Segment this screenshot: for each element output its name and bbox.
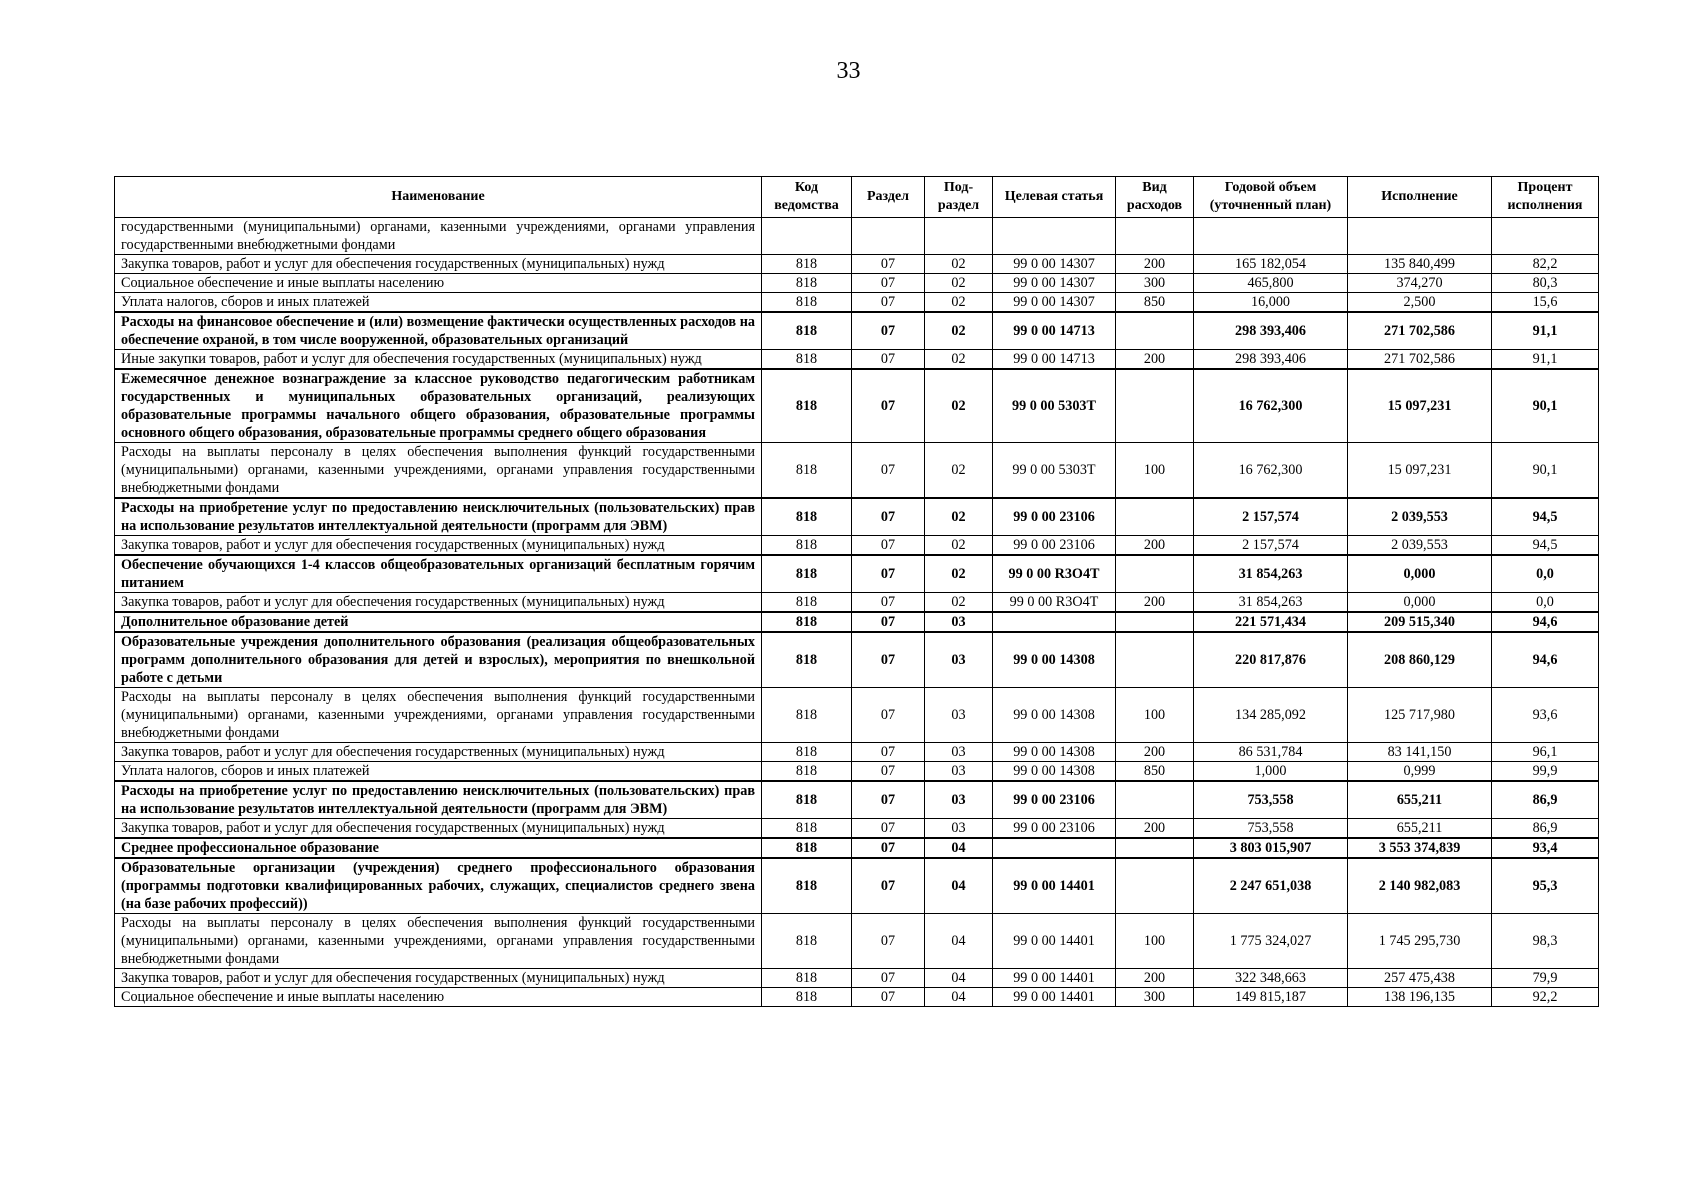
cell-section: 07 xyxy=(852,988,925,1007)
cell-code: 818 xyxy=(762,914,852,969)
cell-execution: 2 140 982,083 xyxy=(1348,858,1492,914)
header-plan: Годовой объем (уточненный план) xyxy=(1194,177,1348,218)
cell-section: 07 xyxy=(852,312,925,350)
cell-name: Образовательные учреждения дополнительного образования (реализация общеобразовательных программ дополнительного образования для детей и взрослых), мероприятия по внешкольной работе с детьми xyxy=(115,632,762,688)
cell-type xyxy=(1116,858,1194,914)
cell-subsection: 02 xyxy=(925,555,993,593)
cell-subsection: 03 xyxy=(925,632,993,688)
table-row xyxy=(115,688,1599,743)
cell-percent: 91,1 xyxy=(1492,350,1599,370)
cell-plan: 465,800 xyxy=(1194,274,1348,293)
cell-percent: 95,3 xyxy=(1492,858,1599,914)
page-number: 33 xyxy=(836,58,861,84)
cell-section: 07 xyxy=(852,443,925,499)
cell-type xyxy=(1116,555,1194,593)
cell-target: 99 0 00 R3О4Т xyxy=(993,593,1116,613)
table-row xyxy=(115,632,1599,688)
header-percent: Процент исполнения xyxy=(1492,177,1599,218)
table-row xyxy=(115,312,1599,350)
cell-execution: 1 745 295,730 xyxy=(1348,914,1492,969)
cell-percent xyxy=(1492,218,1599,255)
cell-code: 818 xyxy=(762,293,852,313)
cell-plan: 753,558 xyxy=(1194,781,1348,819)
cell-percent: 0,0 xyxy=(1492,593,1599,613)
cell-name: Закупка товаров, работ и услуг для обеспечения государственных (муниципальных) нужд xyxy=(115,969,762,988)
cell-execution xyxy=(1348,218,1492,255)
cell-execution: 2,500 xyxy=(1348,293,1492,313)
table-row xyxy=(115,914,1599,969)
table-row xyxy=(115,350,1599,370)
cell-name: Закупка товаров, работ и услуг для обеспечения государственных (муниципальных) нужд xyxy=(115,536,762,556)
cell-plan: 298 393,406 xyxy=(1194,350,1348,370)
cell-section: 07 xyxy=(852,255,925,274)
table-row xyxy=(115,969,1599,988)
table-row xyxy=(115,498,1599,536)
cell-section: 07 xyxy=(852,969,925,988)
header-name: Наименование xyxy=(115,177,762,218)
cell-plan: 165 182,054 xyxy=(1194,255,1348,274)
cell-execution: 271 702,586 xyxy=(1348,350,1492,370)
cell-percent: 86,9 xyxy=(1492,781,1599,819)
cell-percent: 94,6 xyxy=(1492,632,1599,688)
cell-percent: 0,0 xyxy=(1492,555,1599,593)
table-body xyxy=(115,218,1599,1007)
cell-plan: 86 531,784 xyxy=(1194,743,1348,762)
cell-section xyxy=(852,218,925,255)
cell-type: 200 xyxy=(1116,593,1194,613)
cell-subsection: 02 xyxy=(925,498,993,536)
cell-plan: 31 854,263 xyxy=(1194,593,1348,613)
cell-type: 200 xyxy=(1116,819,1194,839)
cell-subsection: 04 xyxy=(925,969,993,988)
cell-subsection: 04 xyxy=(925,858,993,914)
cell-type: 850 xyxy=(1116,293,1194,313)
cell-code: 818 xyxy=(762,312,852,350)
cell-plan: 3 803 015,907 xyxy=(1194,838,1348,858)
table-row xyxy=(115,593,1599,613)
cell-plan: 221 571,434 xyxy=(1194,612,1348,632)
cell-plan: 2 157,574 xyxy=(1194,498,1348,536)
cell-target: 99 0 00 23106 xyxy=(993,819,1116,839)
budget-execution-table xyxy=(114,176,1599,1007)
cell-subsection: 04 xyxy=(925,914,993,969)
cell-subsection: 03 xyxy=(925,781,993,819)
cell-type: 100 xyxy=(1116,914,1194,969)
cell-percent: 82,2 xyxy=(1492,255,1599,274)
cell-subsection: 02 xyxy=(925,255,993,274)
cell-percent: 79,9 xyxy=(1492,969,1599,988)
cell-section: 07 xyxy=(852,688,925,743)
cell-percent: 94,6 xyxy=(1492,612,1599,632)
cell-target: 99 0 00 5303Т xyxy=(993,369,1116,443)
cell-code: 818 xyxy=(762,688,852,743)
cell-type xyxy=(1116,218,1194,255)
cell-target: 99 0 00 14401 xyxy=(993,969,1116,988)
cell-percent: 99,9 xyxy=(1492,762,1599,782)
cell-name: Расходы на выплаты персоналу в целях обеспечения выполнения функций государственными (муниципальными) органами, казенными учреждениями, органами управления государственными внебюджетными фондами xyxy=(115,688,762,743)
cell-name: Расходы на выплаты персоналу в целях обеспечения выполнения функций государственными (муниципальными) органами, казенными учреждениями, органами управления государственными внебюджетными фондами xyxy=(115,914,762,969)
table-row xyxy=(115,858,1599,914)
cell-code: 818 xyxy=(762,555,852,593)
cell-section: 07 xyxy=(852,555,925,593)
cell-execution: 135 840,499 xyxy=(1348,255,1492,274)
cell-type: 100 xyxy=(1116,688,1194,743)
cell-section: 07 xyxy=(852,819,925,839)
cell-percent: 90,1 xyxy=(1492,443,1599,499)
cell-target: 99 0 00 14307 xyxy=(993,293,1116,313)
cell-execution: 138 196,135 xyxy=(1348,988,1492,1007)
cell-subsection: 02 xyxy=(925,274,993,293)
cell-execution: 83 141,150 xyxy=(1348,743,1492,762)
cell-plan: 322 348,663 xyxy=(1194,969,1348,988)
cell-percent: 98,3 xyxy=(1492,914,1599,969)
cell-code: 818 xyxy=(762,443,852,499)
cell-subsection: 03 xyxy=(925,819,993,839)
cell-plan: 134 285,092 xyxy=(1194,688,1348,743)
table-row xyxy=(115,443,1599,499)
cell-execution: 15 097,231 xyxy=(1348,369,1492,443)
cell-name: государственными (муниципальными) органами, казенными учреждениями, органами управления государственными внебюджетными фондами xyxy=(115,218,762,255)
cell-subsection: 02 xyxy=(925,312,993,350)
cell-subsection: 03 xyxy=(925,612,993,632)
cell-type: 200 xyxy=(1116,255,1194,274)
table-row xyxy=(115,293,1599,313)
cell-plan: 16 762,300 xyxy=(1194,369,1348,443)
cell-code: 818 xyxy=(762,274,852,293)
cell-section: 07 xyxy=(852,369,925,443)
cell-section: 07 xyxy=(852,781,925,819)
cell-type xyxy=(1116,612,1194,632)
cell-code xyxy=(762,218,852,255)
cell-target: 99 0 00 5303Т xyxy=(993,443,1116,499)
cell-code: 818 xyxy=(762,743,852,762)
cell-type xyxy=(1116,312,1194,350)
cell-target: 99 0 00 14307 xyxy=(993,274,1116,293)
header-section: Раздел xyxy=(852,177,925,218)
table-header xyxy=(115,177,1599,218)
cell-section: 07 xyxy=(852,858,925,914)
cell-code: 818 xyxy=(762,369,852,443)
cell-code: 818 xyxy=(762,858,852,914)
cell-name: Уплата налогов, сборов и иных платежей xyxy=(115,293,762,313)
cell-type xyxy=(1116,369,1194,443)
cell-name: Уплата налогов, сборов и иных платежей xyxy=(115,762,762,782)
cell-name: Закупка товаров, работ и услуг для обеспечения государственных (муниципальных) нужд xyxy=(115,819,762,839)
cell-plan xyxy=(1194,218,1348,255)
table-row xyxy=(115,255,1599,274)
cell-type: 200 xyxy=(1116,969,1194,988)
cell-subsection: 02 xyxy=(925,593,993,613)
cell-execution: 374,270 xyxy=(1348,274,1492,293)
cell-name: Расходы на выплаты персоналу в целях обеспечения выполнения функций государственными (муниципальными) органами, казенными учреждениями, органами управления государственными внебюджетными фондами xyxy=(115,443,762,499)
cell-target: 99 0 00 14308 xyxy=(993,762,1116,782)
cell-target: 99 0 00 R3О4Т xyxy=(993,555,1116,593)
cell-execution: 655,211 xyxy=(1348,819,1492,839)
header-code: Код ведомства xyxy=(762,177,852,218)
cell-section: 07 xyxy=(852,838,925,858)
cell-execution: 209 515,340 xyxy=(1348,612,1492,632)
cell-percent: 94,5 xyxy=(1492,498,1599,536)
cell-execution: 2 039,553 xyxy=(1348,498,1492,536)
cell-target xyxy=(993,838,1116,858)
cell-execution: 208 860,129 xyxy=(1348,632,1492,688)
cell-execution: 3 553 374,839 xyxy=(1348,838,1492,858)
cell-subsection: 02 xyxy=(925,350,993,370)
cell-section: 07 xyxy=(852,350,925,370)
table-row xyxy=(115,536,1599,556)
cell-execution: 257 475,438 xyxy=(1348,969,1492,988)
cell-name: Закупка товаров, работ и услуг для обеспечения государственных (муниципальных) нужд xyxy=(115,743,762,762)
cell-type: 200 xyxy=(1116,350,1194,370)
table-row xyxy=(115,819,1599,839)
cell-plan: 16 762,300 xyxy=(1194,443,1348,499)
cell-code: 818 xyxy=(762,781,852,819)
cell-percent: 92,2 xyxy=(1492,988,1599,1007)
cell-plan: 16,000 xyxy=(1194,293,1348,313)
cell-target xyxy=(993,218,1116,255)
cell-name: Ежемесячное денежное вознаграждение за классное руководство педагогическим работникам государственных и муниципальных образовательных организаций, реализующих образовательные программы начального общего образования, образовательные программы основного общего образования, образовательные программы среднего общего образования xyxy=(115,369,762,443)
table-row xyxy=(115,988,1599,1007)
cell-target: 99 0 00 23106 xyxy=(993,498,1116,536)
cell-subsection: 02 xyxy=(925,536,993,556)
cell-subsection: 03 xyxy=(925,688,993,743)
cell-target: 99 0 00 14308 xyxy=(993,688,1116,743)
cell-code: 818 xyxy=(762,593,852,613)
cell-subsection: 04 xyxy=(925,838,993,858)
cell-code: 818 xyxy=(762,255,852,274)
cell-plan: 1 775 324,027 xyxy=(1194,914,1348,969)
cell-code: 818 xyxy=(762,819,852,839)
cell-subsection: 02 xyxy=(925,293,993,313)
cell-target: 99 0 00 14308 xyxy=(993,743,1116,762)
cell-section: 07 xyxy=(852,743,925,762)
table-row xyxy=(115,218,1599,255)
cell-section: 07 xyxy=(852,274,925,293)
cell-name: Обеспечение обучающихся 1-4 классов общеобразовательных организаций бесплатным горячим питанием xyxy=(115,555,762,593)
cell-code: 818 xyxy=(762,969,852,988)
cell-percent: 90,1 xyxy=(1492,369,1599,443)
header-target: Целевая статья xyxy=(993,177,1116,218)
cell-section: 07 xyxy=(852,612,925,632)
cell-target: 99 0 00 14713 xyxy=(993,312,1116,350)
cell-code: 818 xyxy=(762,632,852,688)
cell-subsection: 03 xyxy=(925,743,993,762)
cell-type: 100 xyxy=(1116,443,1194,499)
cell-percent: 93,6 xyxy=(1492,688,1599,743)
cell-target: 99 0 00 14401 xyxy=(993,914,1116,969)
cell-percent: 94,5 xyxy=(1492,536,1599,556)
cell-target: 99 0 00 14308 xyxy=(993,632,1116,688)
cell-code: 818 xyxy=(762,762,852,782)
cell-percent: 96,1 xyxy=(1492,743,1599,762)
cell-type: 200 xyxy=(1116,743,1194,762)
table-row xyxy=(115,743,1599,762)
cell-execution: 2 039,553 xyxy=(1348,536,1492,556)
header-subsection: Под-раздел xyxy=(925,177,993,218)
cell-execution: 271 702,586 xyxy=(1348,312,1492,350)
cell-name: Закупка товаров, работ и услуг для обеспечения государственных (муниципальных) нужд xyxy=(115,255,762,274)
cell-target: 99 0 00 14401 xyxy=(993,988,1116,1007)
cell-execution: 15 097,231 xyxy=(1348,443,1492,499)
cell-name: Социальное обеспечение и иные выплаты населению xyxy=(115,274,762,293)
cell-name: Дополнительное образование детей xyxy=(115,612,762,632)
cell-section: 07 xyxy=(852,593,925,613)
cell-type xyxy=(1116,838,1194,858)
cell-execution: 655,211 xyxy=(1348,781,1492,819)
cell-target: 99 0 00 14401 xyxy=(993,858,1116,914)
cell-execution: 0,000 xyxy=(1348,593,1492,613)
table-row xyxy=(115,274,1599,293)
cell-type: 300 xyxy=(1116,988,1194,1007)
cell-plan: 1,000 xyxy=(1194,762,1348,782)
cell-code: 818 xyxy=(762,988,852,1007)
cell-percent: 86,9 xyxy=(1492,819,1599,839)
cell-section: 07 xyxy=(852,498,925,536)
cell-subsection: 04 xyxy=(925,988,993,1007)
cell-plan: 220 817,876 xyxy=(1194,632,1348,688)
cell-subsection: 03 xyxy=(925,762,993,782)
table-row xyxy=(115,555,1599,593)
cell-section: 07 xyxy=(852,536,925,556)
cell-section: 07 xyxy=(852,762,925,782)
cell-section: 07 xyxy=(852,632,925,688)
cell-section: 07 xyxy=(852,293,925,313)
table-row xyxy=(115,838,1599,858)
cell-code: 818 xyxy=(762,838,852,858)
cell-percent: 80,3 xyxy=(1492,274,1599,293)
cell-percent: 15,6 xyxy=(1492,293,1599,313)
cell-type: 300 xyxy=(1116,274,1194,293)
cell-section: 07 xyxy=(852,914,925,969)
cell-execution: 125 717,980 xyxy=(1348,688,1492,743)
cell-execution: 0,999 xyxy=(1348,762,1492,782)
cell-target: 99 0 00 14307 xyxy=(993,255,1116,274)
cell-name: Социальное обеспечение и иные выплаты населению xyxy=(115,988,762,1007)
cell-plan: 2 247 651,038 xyxy=(1194,858,1348,914)
cell-plan: 31 854,263 xyxy=(1194,555,1348,593)
header-type: Вид расходов xyxy=(1116,177,1194,218)
cell-subsection: 02 xyxy=(925,369,993,443)
cell-code: 818 xyxy=(762,498,852,536)
cell-code: 818 xyxy=(762,350,852,370)
cell-target xyxy=(993,612,1116,632)
cell-type xyxy=(1116,781,1194,819)
table-row xyxy=(115,612,1599,632)
cell-target: 99 0 00 23106 xyxy=(993,536,1116,556)
cell-name: Расходы на приобретение услуг по предоставлению неисключительных (пользовательских) прав на использование результатов интеллектуальной деятельности (программ для ЭВМ) xyxy=(115,781,762,819)
cell-target: 99 0 00 14713 xyxy=(993,350,1116,370)
cell-name: Расходы на приобретение услуг по предоставлению неисключительных (пользовательских) прав на использование результатов интеллектуальной деятельности (программ для ЭВМ) xyxy=(115,498,762,536)
cell-type: 850 xyxy=(1116,762,1194,782)
cell-target: 99 0 00 23106 xyxy=(993,781,1116,819)
cell-subsection: 02 xyxy=(925,443,993,499)
cell-percent: 91,1 xyxy=(1492,312,1599,350)
cell-plan: 298 393,406 xyxy=(1194,312,1348,350)
cell-code: 818 xyxy=(762,536,852,556)
cell-name: Закупка товаров, работ и услуг для обеспечения государственных (муниципальных) нужд xyxy=(115,593,762,613)
cell-execution: 0,000 xyxy=(1348,555,1492,593)
cell-type xyxy=(1116,632,1194,688)
cell-percent: 93,4 xyxy=(1492,838,1599,858)
table-row xyxy=(115,762,1599,782)
cell-subsection xyxy=(925,218,993,255)
table-row xyxy=(115,369,1599,443)
table-row xyxy=(115,781,1599,819)
cell-plan: 2 157,574 xyxy=(1194,536,1348,556)
cell-name: Образовательные организации (учреждения) среднего профессионального образования (программы подготовки квалифицированных рабочих, служащих, специалистов среднего звена (на базе рабочих профессий)) xyxy=(115,858,762,914)
cell-plan: 149 815,187 xyxy=(1194,988,1348,1007)
cell-type xyxy=(1116,498,1194,536)
cell-name: Расходы на финансовое обеспечение и (или) возмещение фактически осуществленных расходов на обеспечение охраной, в том числе вооруженной, образовательных организаций xyxy=(115,312,762,350)
header-execution: Исполнение xyxy=(1348,177,1492,218)
cell-type: 200 xyxy=(1116,536,1194,556)
cell-code: 818 xyxy=(762,612,852,632)
cell-name: Иные закупки товаров, работ и услуг для обеспечения государственных (муниципальных) нужд xyxy=(115,350,762,370)
cell-name: Среднее профессиональное образование xyxy=(115,838,762,858)
cell-plan: 753,558 xyxy=(1194,819,1348,839)
